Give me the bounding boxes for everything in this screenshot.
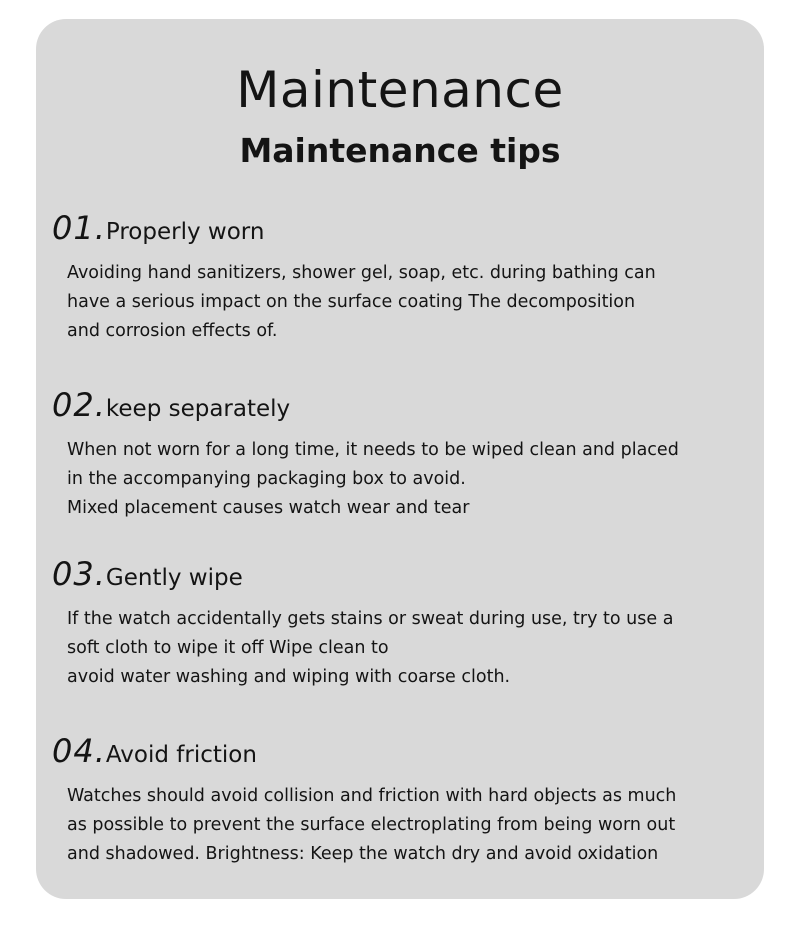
tip-text-line: Avoiding hand sanitizers, shower gel, soap, etc. during bathing can: [67, 263, 656, 283]
tip-body: [52, 782, 752, 869]
tip-title: Avoid friction: [105, 742, 257, 768]
tip-text-line: and shadowed. Brightness: Keep the watch dry and avoid oxidation: [67, 844, 659, 864]
tip-text-line: and corrosion effects of.: [67, 321, 278, 341]
tip-text-line: have a serious impact on the surface coating The decomposition: [67, 292, 636, 312]
tip-section-keep-separately: [52, 386, 752, 523]
tip-text-line: soft cloth to wipe it off Wipe clean to: [67, 638, 389, 658]
tip-number: 02.: [52, 386, 106, 424]
tip-section-avoid-friction: [52, 732, 752, 869]
tip-text-line: avoid water washing and wiping with coarse cloth.: [67, 667, 511, 687]
tip-text-line: Mixed placement causes watch wear and tear: [67, 498, 470, 518]
tip-title: Gently wipe: [105, 565, 243, 591]
tip-text-line: Watches should avoid collision and friction with hard objects as much: [67, 786, 677, 806]
tip-text-line: When not worn for a long time, it needs to be wiped clean and placed: [67, 440, 679, 460]
tip-text-line: in the accompanying packaging box to avoid.: [67, 469, 466, 489]
tip-number: 01.: [52, 209, 106, 247]
tip-title: Properly worn: [105, 219, 265, 245]
tip-heading: [52, 209, 752, 249]
page-title: Maintenance: [236, 61, 564, 119]
tip-body: [52, 259, 752, 346]
tip-section-properly-worn: [52, 209, 752, 346]
tip-body: [52, 605, 752, 692]
tip-title: keep separately: [105, 396, 291, 422]
tip-heading: [52, 555, 752, 595]
tip-number: 04.: [52, 732, 106, 770]
tip-heading: [52, 732, 752, 772]
tip-text-line: If the watch accidentally gets stains or sweat during use, try to use a: [67, 609, 674, 629]
tip-section-gently-wipe: [52, 555, 752, 692]
tip-number: 03.: [52, 555, 106, 593]
tip-heading: [52, 386, 752, 426]
tip-text-line: as possible to prevent the surface electroplating from being worn out: [67, 815, 676, 835]
page-subtitle: Maintenance tips: [239, 131, 561, 170]
tip-body: [52, 436, 752, 523]
